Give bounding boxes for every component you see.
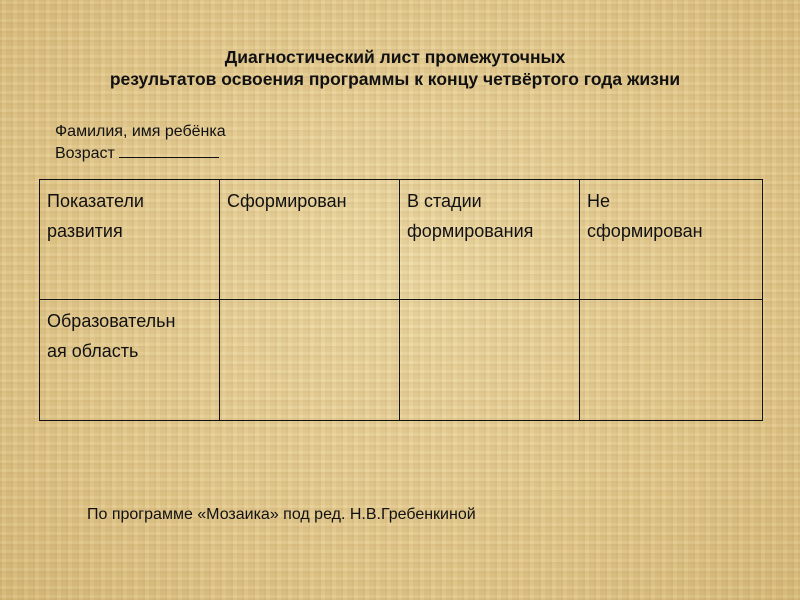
table-row (40, 300, 763, 421)
row-label-educational-area: Образовательн ая область (40, 300, 220, 421)
document-title (0, 46, 790, 90)
program-footer: По программе «Мозаика» под ред. Н.В.Гребенкиной (87, 506, 476, 523)
header-cell-indicators: Показатели развития (40, 180, 220, 300)
table-cell-in-progress (400, 300, 580, 421)
name-label: Фамилия, имя ребёнка (55, 123, 226, 140)
title-line-2: результатов освоения программы к концу четвёртого года жизни (109, 69, 681, 89)
age-field (55, 143, 226, 165)
header-cell-not-formed: Не сформирован (580, 180, 763, 300)
header-cell-in-progress: В стадии формирования (400, 180, 580, 300)
diagnostic-table (39, 179, 763, 421)
header-cell-formed: Сформирован (220, 180, 400, 300)
table-cell-not-formed (580, 300, 763, 421)
child-info-fields (55, 121, 226, 165)
age-blank-line (119, 143, 219, 158)
age-label: Возраст (55, 145, 115, 162)
table-cell-formed (220, 300, 400, 421)
title-line-1: Диагностический лист промежуточных (224, 47, 566, 67)
table-header-row (40, 180, 763, 300)
name-field (55, 121, 226, 143)
